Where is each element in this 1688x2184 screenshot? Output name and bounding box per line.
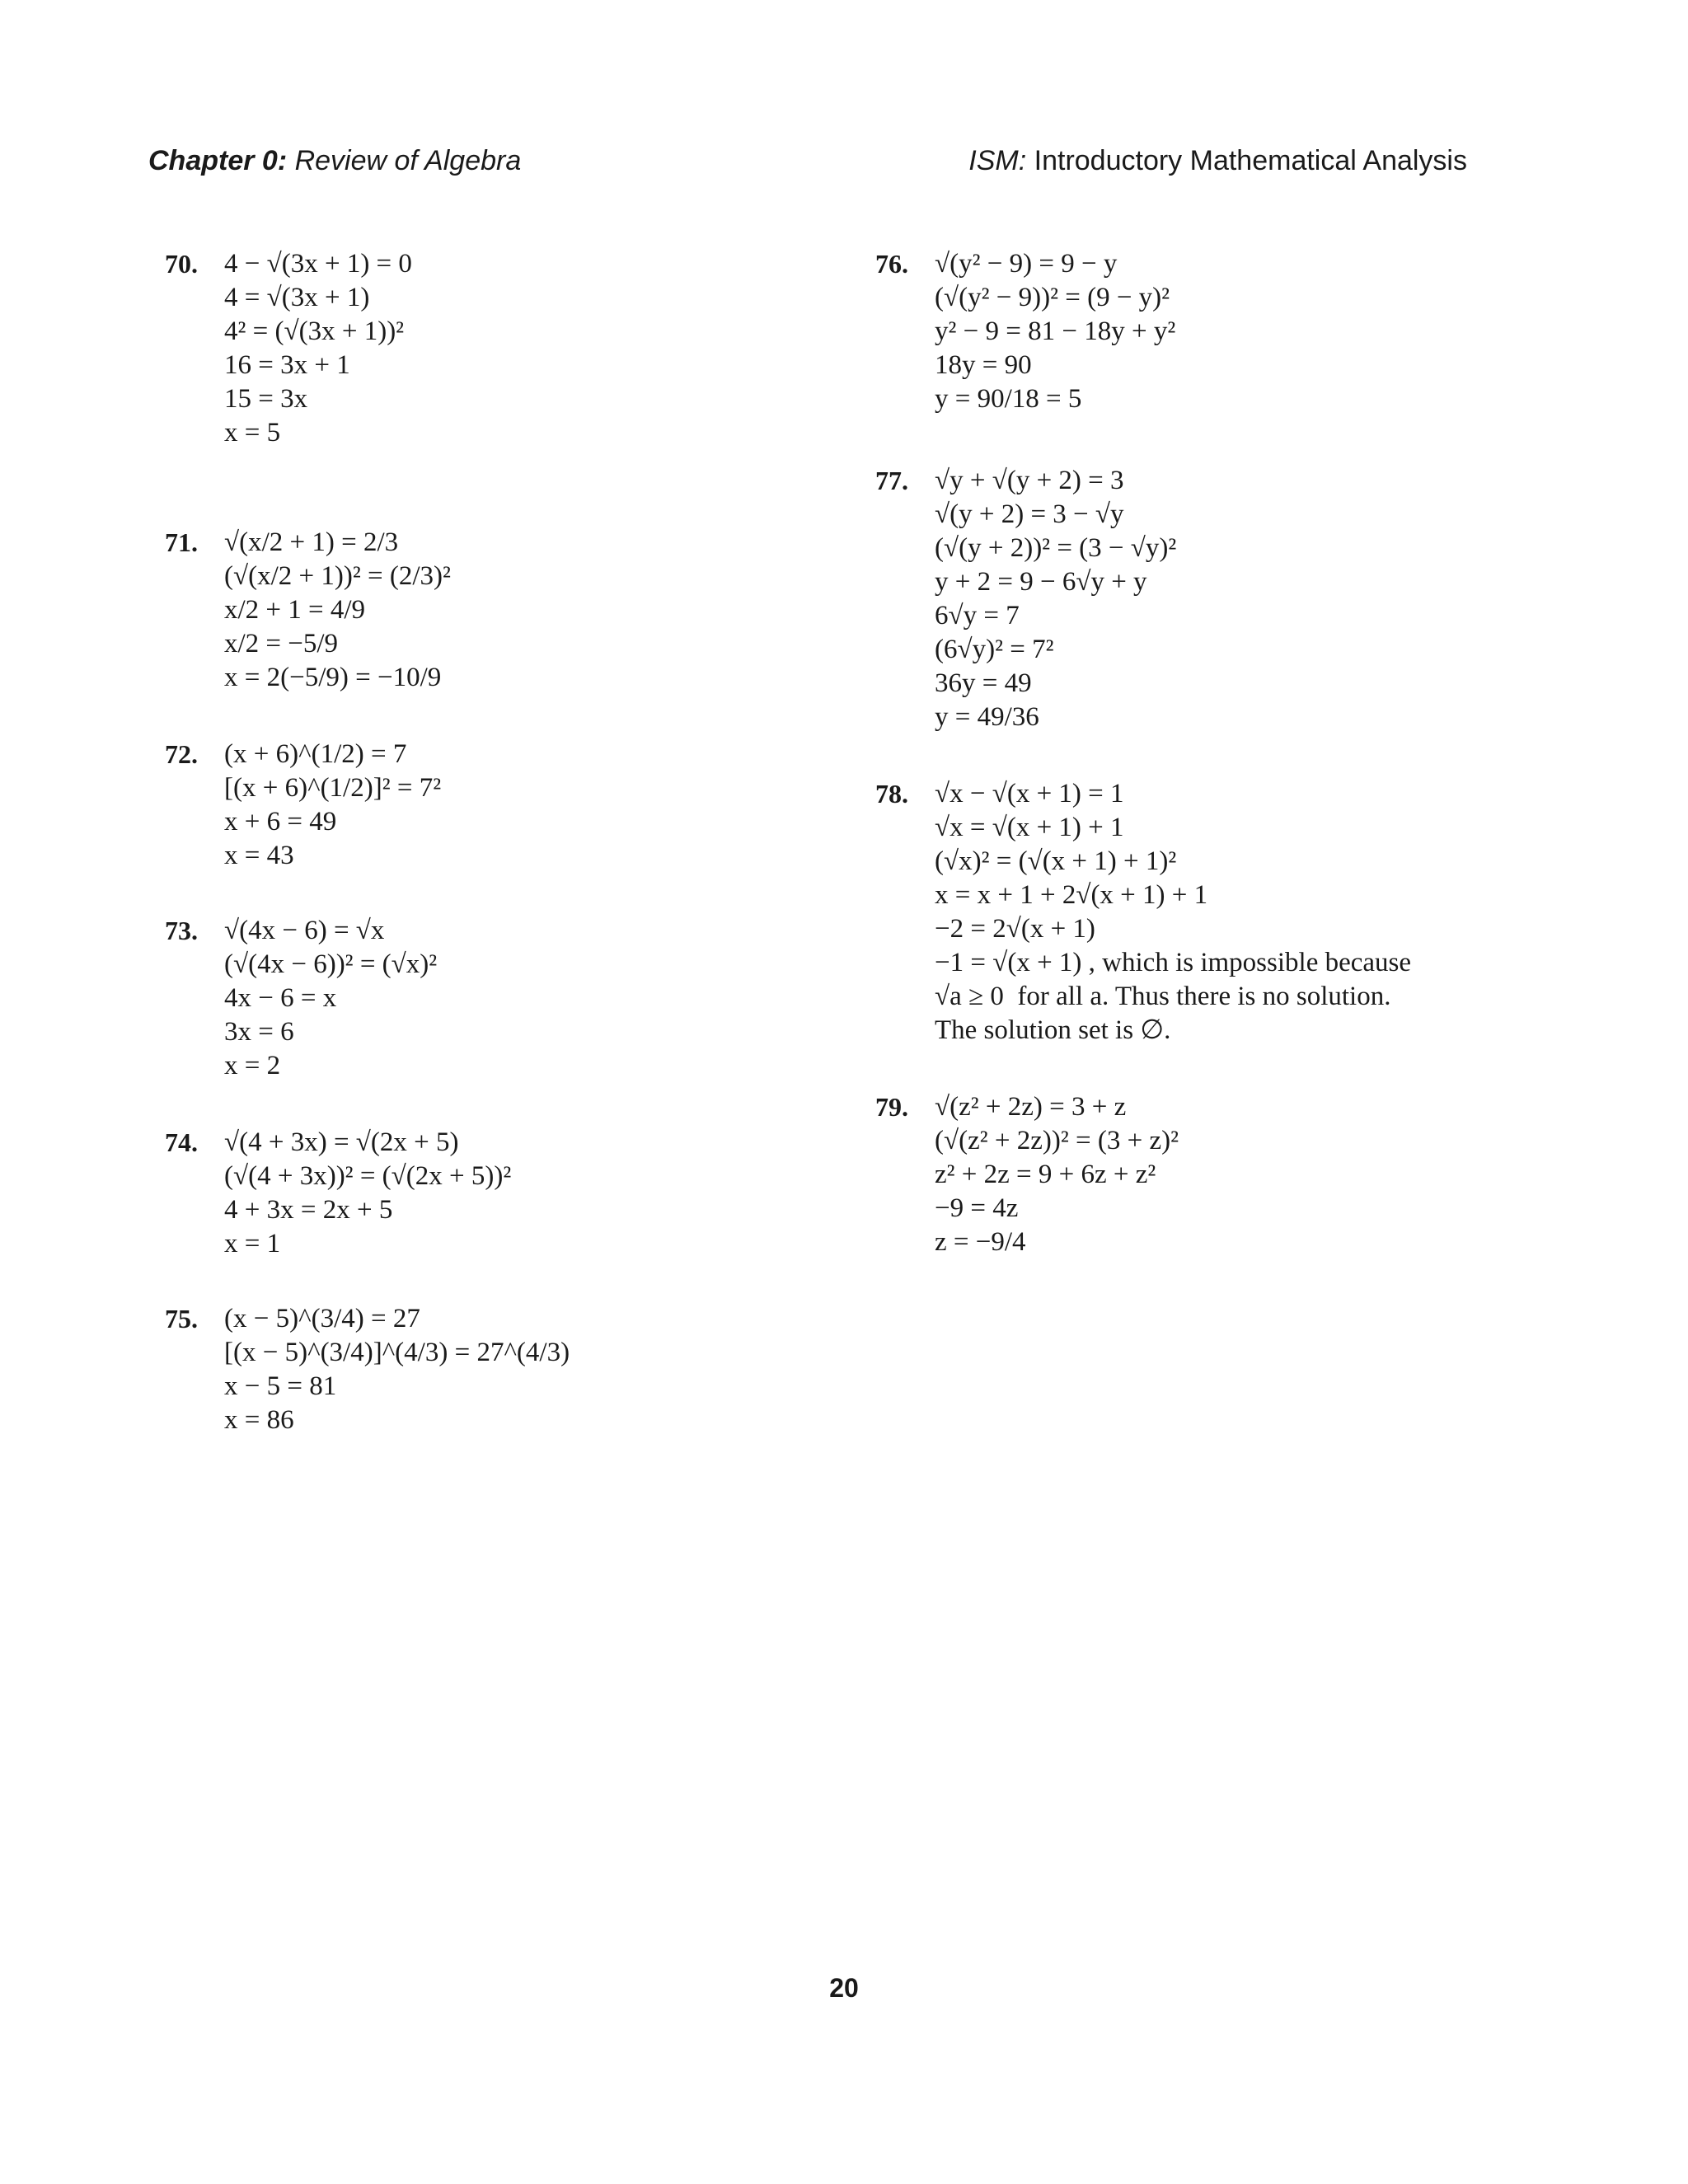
problem-number: 79. bbox=[875, 1092, 908, 1122]
equation-line: x = 2(−5/9) = −10/9 bbox=[224, 663, 442, 692]
equation-line: √(4x − 6) = √x bbox=[224, 916, 385, 945]
problem-number: 77. bbox=[875, 466, 908, 495]
equation-line: x = 2 bbox=[224, 1051, 281, 1080]
equation-line: √(z² + 2z) = 3 + z bbox=[935, 1092, 1127, 1122]
equation-line: y² − 9 = 81 − 18y + y² bbox=[935, 316, 1176, 346]
equation-line: x/2 + 1 = 4/9 bbox=[224, 595, 366, 625]
book-label: ISM: bbox=[968, 145, 1027, 176]
problem-block bbox=[165, 247, 824, 450]
equation-line: (√(4x − 6))² = (√x)² bbox=[224, 949, 438, 979]
problem-number: 72. bbox=[165, 739, 198, 769]
equation-line: √a ≥ 0 for all a. Thus there is no solution. bbox=[935, 982, 1391, 1011]
solution-steps bbox=[224, 738, 824, 873]
right-column bbox=[875, 247, 1535, 1307]
problem-block bbox=[875, 464, 1535, 734]
equation-line: 3x = 6 bbox=[224, 1017, 294, 1047]
equation-line: 16 = 3x + 1 bbox=[224, 350, 350, 380]
equation-line: (√(y + 2))² = (3 − √y)² bbox=[935, 533, 1177, 563]
solution-steps bbox=[224, 526, 824, 695]
problem-number: 78. bbox=[875, 779, 908, 808]
problem-block bbox=[165, 526, 824, 695]
equation-line: x − 5 = 81 bbox=[224, 1371, 337, 1401]
equation-line: √x − √(x + 1) = 1 bbox=[935, 779, 1124, 808]
problem-number: 75. bbox=[165, 1304, 198, 1333]
problem-block bbox=[165, 914, 824, 1083]
equation-line: (√(y² − 9))² = (9 − y)² bbox=[935, 283, 1170, 312]
problem-block bbox=[875, 1090, 1535, 1259]
equation-line: (√(4 + 3x))² = (√(2x + 5))² bbox=[224, 1161, 512, 1191]
solution-steps bbox=[935, 1090, 1535, 1259]
problem-number: 70. bbox=[165, 249, 198, 279]
equation-line: −9 = 4z bbox=[935, 1193, 1019, 1223]
equation-line: (x − 5)^(3/4) = 27 bbox=[224, 1304, 420, 1333]
problem-block bbox=[875, 247, 1535, 416]
equation-line: [(x − 5)^(3/4)]^(4/3) = 27^(4/3) bbox=[224, 1338, 570, 1367]
equation-line: The solution set is ∅. bbox=[935, 1015, 1171, 1045]
equation-line: √(y + 2) = 3 − √y bbox=[935, 499, 1124, 529]
problem-block bbox=[165, 1126, 824, 1261]
equation-line: 4 + 3x = 2x + 5 bbox=[224, 1195, 393, 1225]
equation-line: y = 90/18 = 5 bbox=[935, 384, 1082, 414]
equation-line: x = 1 bbox=[224, 1229, 281, 1258]
solution-steps bbox=[224, 914, 824, 1083]
equation-line: 6√y = 7 bbox=[935, 601, 1020, 630]
solution-steps bbox=[935, 777, 1535, 1047]
book-title: Introductory Mathematical Analysis bbox=[1026, 145, 1467, 176]
left-column bbox=[165, 247, 824, 1485]
equation-line: −2 = 2√(x + 1) bbox=[935, 914, 1095, 944]
equation-line: −1 = √(x + 1) , which is impossible because bbox=[935, 948, 1412, 977]
equation-line: √y + √(y + 2) = 3 bbox=[935, 466, 1124, 495]
solution-steps bbox=[935, 464, 1535, 734]
equation-line: √(y² − 9) = 9 − y bbox=[935, 249, 1118, 279]
equation-line: 4 − √(3x + 1) = 0 bbox=[224, 249, 412, 279]
equation-line: z² + 2z = 9 + 6z + z² bbox=[935, 1160, 1156, 1189]
equation-line: y + 2 = 9 − 6√y + y bbox=[935, 567, 1147, 597]
problem-block bbox=[165, 738, 824, 873]
solution-steps bbox=[224, 1126, 824, 1261]
equation-line: (√(x/2 + 1))² = (2/3)² bbox=[224, 561, 451, 591]
equation-line: √(4 + 3x) = √(2x + 5) bbox=[224, 1127, 459, 1157]
page-number: 20 bbox=[829, 1973, 859, 2003]
equation-line: (6√y)² = 7² bbox=[935, 635, 1054, 664]
equation-line: x = 5 bbox=[224, 418, 281, 448]
problem-number: 76. bbox=[875, 249, 908, 279]
running-header-chapter bbox=[148, 145, 521, 177]
equation-line: 15 = 3x bbox=[224, 384, 308, 414]
equation-line: 36y = 49 bbox=[935, 668, 1032, 698]
equation-line: z = −9/4 bbox=[935, 1227, 1026, 1257]
equation-line: [(x + 6)^(1/2)]² = 7² bbox=[224, 773, 442, 803]
equation-line: (√(z² + 2z))² = (3 + z)² bbox=[935, 1126, 1179, 1155]
equation-line: y = 49/36 bbox=[935, 702, 1039, 732]
equation-line: (x + 6)^(1/2) = 7 bbox=[224, 739, 407, 769]
equation-line: (√x)² = (√(x + 1) + 1)² bbox=[935, 846, 1177, 876]
equation-line: x = x + 1 + 2√(x + 1) + 1 bbox=[935, 880, 1208, 910]
equation-line: x + 6 = 49 bbox=[224, 807, 337, 837]
equation-line: 18y = 90 bbox=[935, 350, 1032, 380]
problem-number: 73. bbox=[165, 916, 198, 945]
problem-number: 74. bbox=[165, 1127, 198, 1157]
problem-block bbox=[165, 1302, 824, 1437]
equation-line: x = 43 bbox=[224, 841, 294, 870]
problem-block bbox=[875, 777, 1535, 1047]
equation-line: x/2 = −5/9 bbox=[224, 629, 339, 658]
solution-steps bbox=[224, 247, 824, 450]
running-header-book bbox=[968, 145, 1467, 177]
equation-line: 4² = (√(3x + 1))² bbox=[224, 316, 405, 346]
equation-line: x = 86 bbox=[224, 1405, 294, 1435]
equation-line: 4 = √(3x + 1) bbox=[224, 283, 370, 312]
problem-number: 71. bbox=[165, 527, 198, 557]
solution-steps bbox=[224, 1302, 824, 1437]
equation-line: 4x − 6 = x bbox=[224, 983, 337, 1013]
equation-line: √x = √(x + 1) + 1 bbox=[935, 813, 1124, 842]
chapter-label: Chapter 0: bbox=[148, 145, 288, 176]
chapter-title: Review of Algebra bbox=[287, 145, 522, 176]
solution-steps bbox=[935, 247, 1535, 416]
equation-line: √(x/2 + 1) = 2/3 bbox=[224, 527, 399, 557]
